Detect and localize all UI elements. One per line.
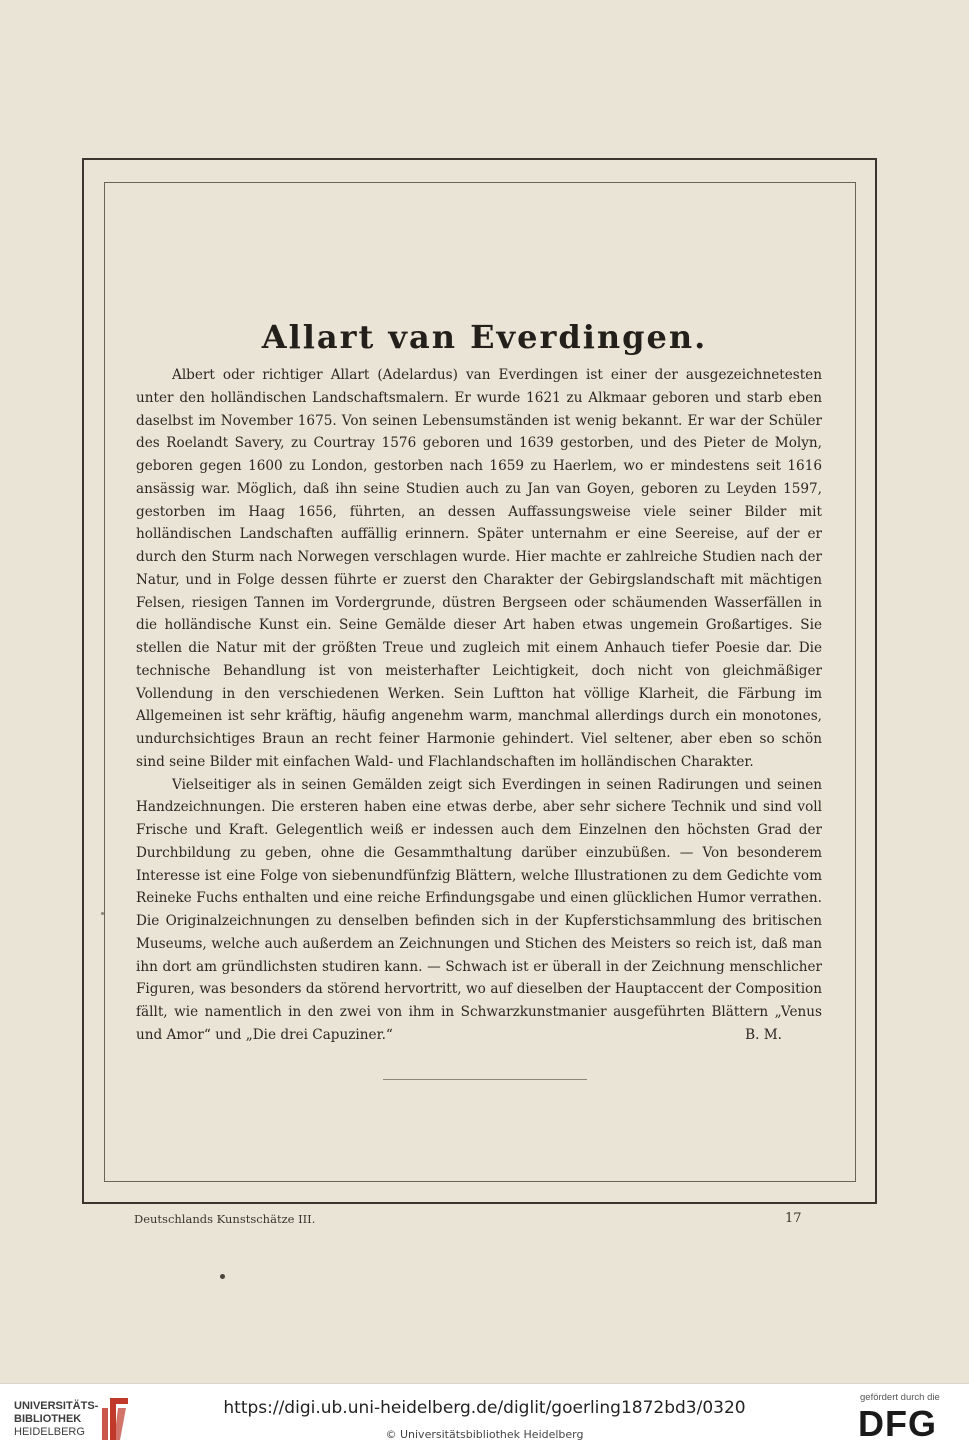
paper-spot [220, 1274, 225, 1279]
paragraph-2-text: Vielseitiger als in seinen Gemälden zeigt sich Everdingen in seinen Radirungen und seinen Handzeichnungen. Die ersteren haben eine etwas derbe, aber sehr sichere Technik und sind voll Frische und Kraft. Gelegentlich weiß er indessen auch dem Einzelnen den höchsten Grad der Durchbildung zu geben, ohne die Gesammthaltung darüber einzubüßen. — Von besonderem Interesse ist eine Folge von siebenundfünfzig Blättern, welche Illustrationen zu dem Gedichte vom Reineke Fuchs enthalten und eine reiche Erfindungsgabe und einen glücklichen Humor verrathen. Die Originalzeichnungen zu denselben befinden sich in der Kupferstichsammlung des britischen Museums, welche auch außerdem an Zeichnungen und Stichen des Meisters so reich ist, daß man ihn dort am gründlichsten studiren kann. — Schwach ist er überall in der Zeichnung menschlicher Figuren, was besonders da störend hervortritt, wo auf dieselben der Hauptaccent der Composition fällt, wie namentlich in den zwei von ihm in Schwarzkunstmanier ausgeführten Blättern „Venus und Amor“ und „Die drei Capuziner.“ [136, 776, 822, 1043]
paper-spot [101, 912, 104, 915]
library-name-line3: HEIDELBERG [14, 1426, 85, 1438]
library-name-line1: UNIVERSITÄTS- [14, 1400, 99, 1412]
paragraph-1: Albert oder richtiger Allart (Adelardus) van Everdingen ist einer der ausgezeichnetesten unter den holländischen Landschaftsmalern. Er wurde 1621 zu Alkmaar geboren und starb eben daselbst im November 1675. Von seinen Lebensumständen ist wenig bekannt. Er war der Schüler des Roelandt Savery, zu Courtray 1576 geboren und 1639 gestorben, und des Pieter de Molyn, geboren gegen 1600 zu London, gestorben nach 1659 zu Haerlem, wo er mindestens seit 1616 ansässig war. Möglich, daß ihn seine Studien auch zu Jan van Goyen, geboren zu Leyden 1597, gestorben im Haag 1656, führten, an dessen Auffassungsweise viele seiner Bilder mit holländischen Landschaften auffällig erinnern. Später unternahm er eine Seereise, auf der er durch den Sturm nach Norwegen verschlagen wurde. Hier machte er zahlreiche Studien nach der Natur, und in Folge dessen führte er zuerst den Charakter der Gebirgslandschaft mit mächtigen Felsen, riesigen Tannen im Vordergrunde, düstren Bergseen oder schäumenden Wasserfällen in die holländische Kunst ein. Seine Gemälde dieser Art haben etwas ungemein Großartiges. Sie stellen die Natur mit der größten Treue und zugleich mit einem Anhauch tiefer Poesie dar. Die technische Behandlung ist von meisterhafter Leichtigkeit, doch nicht von gleichmäßiger Vollendung in den verschiedenen Werken. Sein Luftton hat völlige Klarheit, die Färbung im Allgemeinen ist sehr kräftig, häufig angenehm warm, manchmal allerdings durch ein monotones, undurchsichtiges Braun an recht feiner Harmonie gehindert. Viel seltener, aber eben so schön sind seine Bilder mit einfachen Wald- und Flachlandschaften im holländischen Charakter. [136, 367, 822, 770]
library-name-line2: BIBLIOTHEK [14, 1413, 82, 1425]
author-signature: B. M. [745, 1026, 782, 1043]
closing-rule [383, 1079, 587, 1080]
viewer-footer-bar [0, 1383, 969, 1452]
paragraph-2 [136, 774, 822, 1047]
page-number: 17 [785, 1211, 802, 1226]
article-body [136, 364, 822, 1047]
funding-label: gefördert durch die [860, 1392, 940, 1403]
copyright-notice: © Universitätsbibliothek Heidelberg [385, 1428, 584, 1441]
permalink-url[interactable]: https://digi.ub.uni-heidelberg.de/diglit/goerling1872bd3/0320 [223, 1398, 746, 1418]
article-title: Allart van Everdingen. [261, 318, 708, 356]
footer-series-title: Deutschlands Kunstschätze III. [134, 1212, 316, 1226]
dfg-logo[interactable]: DFG [858, 1403, 937, 1444]
